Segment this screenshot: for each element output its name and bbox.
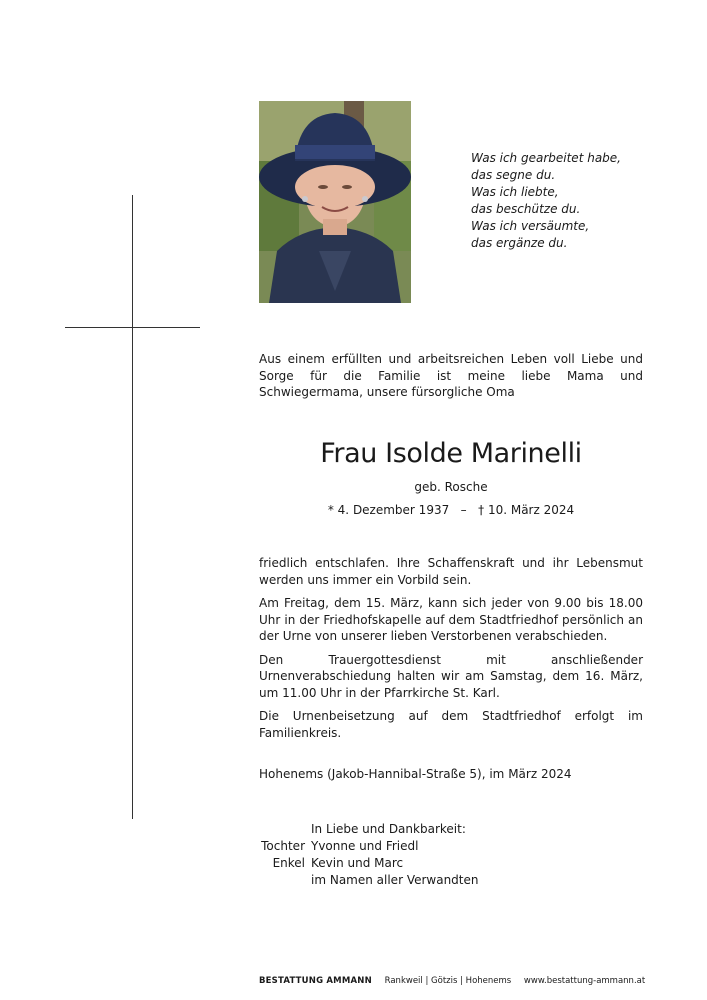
poem-line: Was ich gearbeitet habe, <box>471 151 621 165</box>
footer <box>259 976 645 986</box>
mourner-role: Tochter <box>261 839 305 853</box>
mourners-closing: im Namen aller Verwandten <box>311 873 479 887</box>
poem-line: das ergänze du. <box>471 236 568 250</box>
poem-line: Was ich liebte, <box>471 185 559 199</box>
poem <box>471 150 671 252</box>
paragraph: Den Trauergottesdienst mit anschließender Urnenverabschiedung halten wir am Samstag, dem 16. März, um 11.00 Uhr in der Pfarrkirche St. Karl. <box>259 652 643 700</box>
paragraph: Die Urnenbeisetzung auf dem Stadtfriedhof erfolgt im Familienkreis. <box>259 709 643 740</box>
footer-url[interactable]: www.bestattung-ammann.at <box>523 976 646 986</box>
birth-date: * 4. Dezember 1937 <box>327 503 450 517</box>
footer-towns: Rankweil | Götzis | Hohenems <box>384 976 512 986</box>
portrait-illustration <box>259 101 411 303</box>
portrait-photo <box>259 101 411 303</box>
intro-text: Aus einem erfüllten und arbeitsreichen Leben voll Liebe und Sorge für die Familie ist meine liebe Mama und Schwiegermama, unsere fürsorgliche Oma <box>259 352 643 399</box>
cross-horizontal-bar <box>65 327 200 328</box>
mourner-names: Kevin und Marc <box>311 856 404 870</box>
mourners-heading-row <box>254 821 479 838</box>
paragraph: friedlich entschlafen. Ihre Schaffenskraft und ihr Lebensmut werden uns immer ein Vorbild sein. <box>259 556 643 587</box>
mourner-names: Yvonne und Friedl <box>311 839 419 853</box>
death-date: † 10. März 2024 <box>478 503 575 517</box>
poem-line: das segne du. <box>471 168 556 182</box>
deceased-name: Frau Isolde Marinelli <box>320 438 582 469</box>
mourners <box>254 821 479 889</box>
mourner-role: Enkel <box>272 856 305 870</box>
paragraph: Am Freitag, dem 15. März, kann sich jeder von 9.00 bis 18.00 Uhr in der Friedhofskapelle auf dem Stadtfriedhof persönlich an der Urne von unserer lieben Verstorbenen verabschieden. <box>259 596 643 643</box>
born-name: geb. Rosche <box>414 480 488 494</box>
cross-vertical-bar <box>132 195 133 819</box>
mourner-row <box>254 855 479 872</box>
mourners-closing-row <box>254 872 479 889</box>
body-paragraphs <box>259 555 643 748</box>
date-separator: – <box>460 503 467 517</box>
mourner-row <box>254 838 479 855</box>
life-dates <box>259 502 643 518</box>
poem-line: das beschütze du. <box>471 202 581 216</box>
poem-line: Was ich versäumte, <box>471 219 590 233</box>
footer-brand: BESTATTUNG AMMANN <box>259 976 372 986</box>
mourners-heading: In Liebe und Dankbarkeit: <box>311 822 466 836</box>
place-date: Hohenems (Jakob-Hannibal-Straße 5), im März 2024 <box>259 767 572 781</box>
